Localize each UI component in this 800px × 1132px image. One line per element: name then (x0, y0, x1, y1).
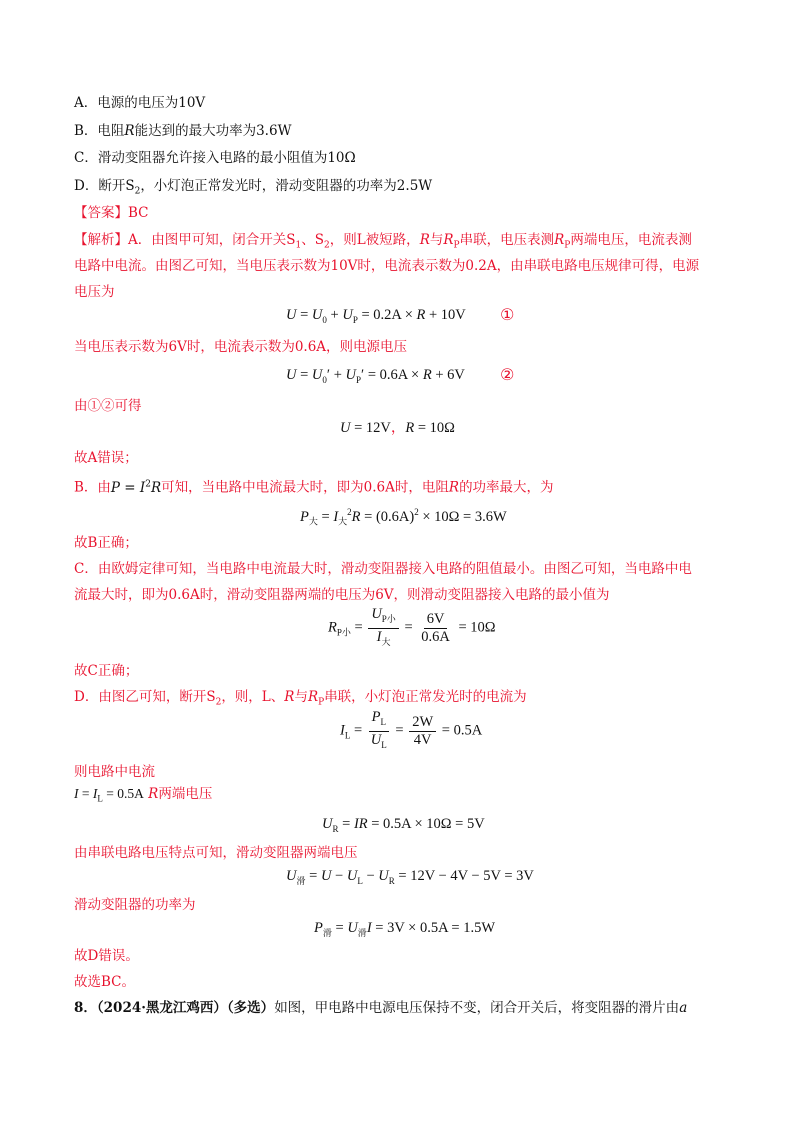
analysis-d-conclusion: 故D错误。 (74, 948, 139, 964)
equation-8: $U_滑 = U - U_L - U_R = 12V - 4V - 5V = 3V$ (286, 868, 534, 886)
equation-6: $I_L$ = $\frac{P_L}{U_L}$ = $\frac{2W}{4V}$ = 0.5A (340, 709, 483, 750)
equation-2: $U = U_0' + U_P' = 0.6A \times R + 6V$ (286, 367, 465, 385)
equation-9: $P_滑 = U_滑I = 3V \times 0.5A = 1.5W$ (314, 920, 496, 938)
analysis-a-line1: 【解析】A．由图甲可知，闭合开关$S_1$、$S_2$，则L被短路，R与$R_P$串联，电压表测$R_P$两端电压，电流表测 (74, 232, 692, 251)
analysis-b-line1: B．由$P = I^2R$可知，当电路中电流最大时，即为0.6A时，电阻R的功率最大，为 (74, 479, 554, 496)
analysis-c-line1: C．由欧姆定律可知，当电路中电流最大时，滑动变阻器接入电路的阻值最小。由图乙可知，当电路中电 (74, 561, 692, 577)
analysis-c-line2: 流最大时，即为0.6A时，滑动变阻器两端的电压为6V，则滑动变阻器接入电路的最小值为 (74, 587, 610, 603)
analysis-d-line1: D．由图乙可知，断开$S_2$，则，L、R与$R_P$串联，小灯泡正常发光时的电流为 (74, 689, 527, 708)
analysis-a-conclusion: 故A错误； (74, 450, 138, 466)
option-a: A．电源的电压为10V (74, 95, 206, 111)
analysis-a-line2: 电路中电流。由图乙可知，当电压表示数为10V时，电流表示数为0.2A，由串联电路电压规律可得，电源 (74, 258, 700, 274)
equation-3: U = 12V，R = 10Ω (340, 420, 455, 436)
analysis-b-conclusion: 故B正确； (74, 535, 138, 551)
question-source: （2024·黑龙江鸡西） (96, 1000, 227, 1016)
equation-5: $R_{P小}$ = $\frac{U_{P小}}{I_大}$ = $\frac{6V}{0.6A}$ = 10Ω (328, 606, 496, 647)
final-answer: 故选BC。 (74, 974, 136, 990)
analysis-a-line3: 电压为 (74, 284, 115, 300)
question-number: 8． (74, 1000, 97, 1016)
equation-1: $U = U_0 + U_P = 0.2A \times R + 10V$ (286, 307, 466, 325)
question-8 (74, 998, 687, 1018)
question-type: （多选） (226, 1000, 275, 1016)
option-d: D．断开$S_2$，小灯泡正常发光时，滑动变阻器的功率为2.5W (74, 178, 433, 197)
analysis-a-line5: 由①②可得 (74, 398, 142, 414)
equation-7: $U_R$ = IR = 0.5A × 10Ω = 5V (322, 816, 485, 834)
analysis-a-line4: 当电压表示数为6V时，电流表示数为0.6A，则电源电压 (74, 339, 408, 355)
answer-label: 【答案】BC (74, 205, 149, 221)
equation-4: $P_大 = I_大^2R = (0.6A)^2 \times 10\Omega = 3.6W$ (300, 507, 507, 527)
analysis-d-line2: 则电路中电流 (74, 764, 155, 780)
option-b: B．电阻R能达到的最大功率为3.6W (74, 123, 292, 139)
option-c: C．滑动变阻器允许接入电路的最小阻值为10Ω (74, 150, 356, 166)
analysis-d-line5: 滑动变阻器的功率为 (74, 897, 196, 913)
equation-1-mark: ① (500, 305, 515, 324)
analysis-d-line3: $I = I_L = 0.5A$ R两端电压 (74, 786, 213, 804)
analysis-c-conclusion: 故C正确； (74, 663, 139, 679)
analysis-d-line4: 由串联电路电压特点可知，滑动变阻器两端电压 (74, 845, 358, 861)
question-text: 如图，甲电路中电源电压保持不变，闭合开关后，将变阻器的滑片由a (274, 1000, 688, 1016)
equation-2-mark: ② (500, 365, 515, 384)
